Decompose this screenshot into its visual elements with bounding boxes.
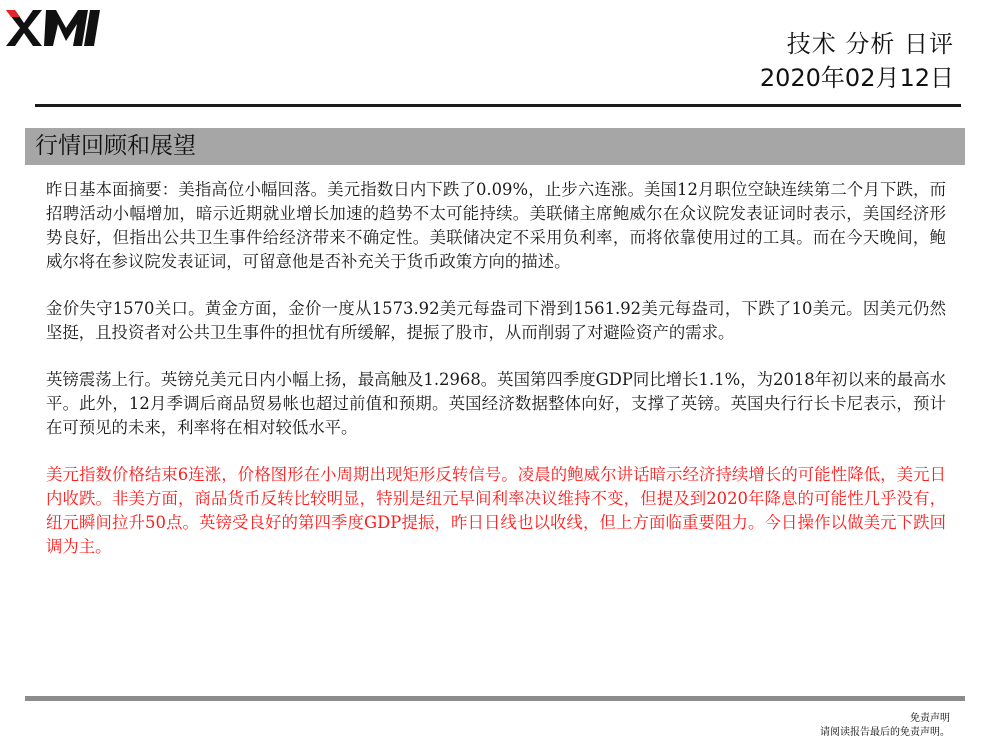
disclaimer-note: 请阅读报告最后的免责声明。 [820, 727, 950, 738]
report-body [46, 178, 946, 582]
disclaimer [820, 712, 950, 740]
report-date: 2020年02月12日 [759, 64, 954, 92]
footer-divider [25, 696, 965, 701]
disclaimer-title: 免责声明 [910, 713, 950, 724]
section-title: 行情回顾和展望 [35, 133, 196, 159]
paragraph-gold: 金价失守1570关口。黄金方面，金价一度从1573.92美元每盎司下滑到1561.92美元每盎司，下跌了10美元。因美元仍然坚挺，且投资者对公共卫生事件的担忧有所缓解，提振了股市，从而削弱了对避险资产的需求。 [46, 299, 946, 342]
header-divider [35, 104, 961, 107]
report-header [760, 28, 954, 94]
report-title: 技术 分析 日评 [786, 30, 954, 58]
paragraph-outlook: 美元指数价格结束6连涨，价格图形在小周期出现矩形反转信号。凌晨的鲍威尔讲话暗示经济持续增长的可能性降低，美元日内收跌。非美方面，商品货币反转比较明显，特别是纽元早间利率决议维持不变，但提及到2020年降息的可能性几乎没有，纽元瞬间拉升50点。英镑受良好的第四季度GDP提振，昨日日线也以收线，但上方面临重要阻力。今日操作以做美元下跌回调为主。 [46, 465, 946, 556]
paragraph-fundamentals: 昨日基本面摘要：美指高位小幅回落。美元指数日内下跌了0.09%，止步六连涨。美国12月职位空缺连续第二个月下跌，而招聘活动小幅增加，暗示近期就业增长加速的趋势不太可能持续。美联储主席鲍威尔在众议院发表证词时表示，美国经济形势良好，但指出公共卫生事件给经济带来不确定性。美联储决定不采用负利率，而将依靠使用过的工具。而在今天晚间，鲍威尔将在参议院发表证词，可留意他是否补充关于货币政策方向的描述。 [46, 180, 946, 271]
xm-logo-icon [6, 4, 106, 46]
paragraph-gbp: 英镑震荡上行。英镑兑美元日内小幅上扬，最高触及1.2968。英国第四季度GDP同比增长1.1%，为2018年初以来的最高水平。此外，12月季调后商品贸易帐也超过前值和预期。英国经济数据整体向好，支撑了英镑。英国央行行长卡尼表示，预计在可预见的未来，利率将在相对较低水平。 [46, 370, 946, 437]
section-header-bar [25, 128, 965, 165]
